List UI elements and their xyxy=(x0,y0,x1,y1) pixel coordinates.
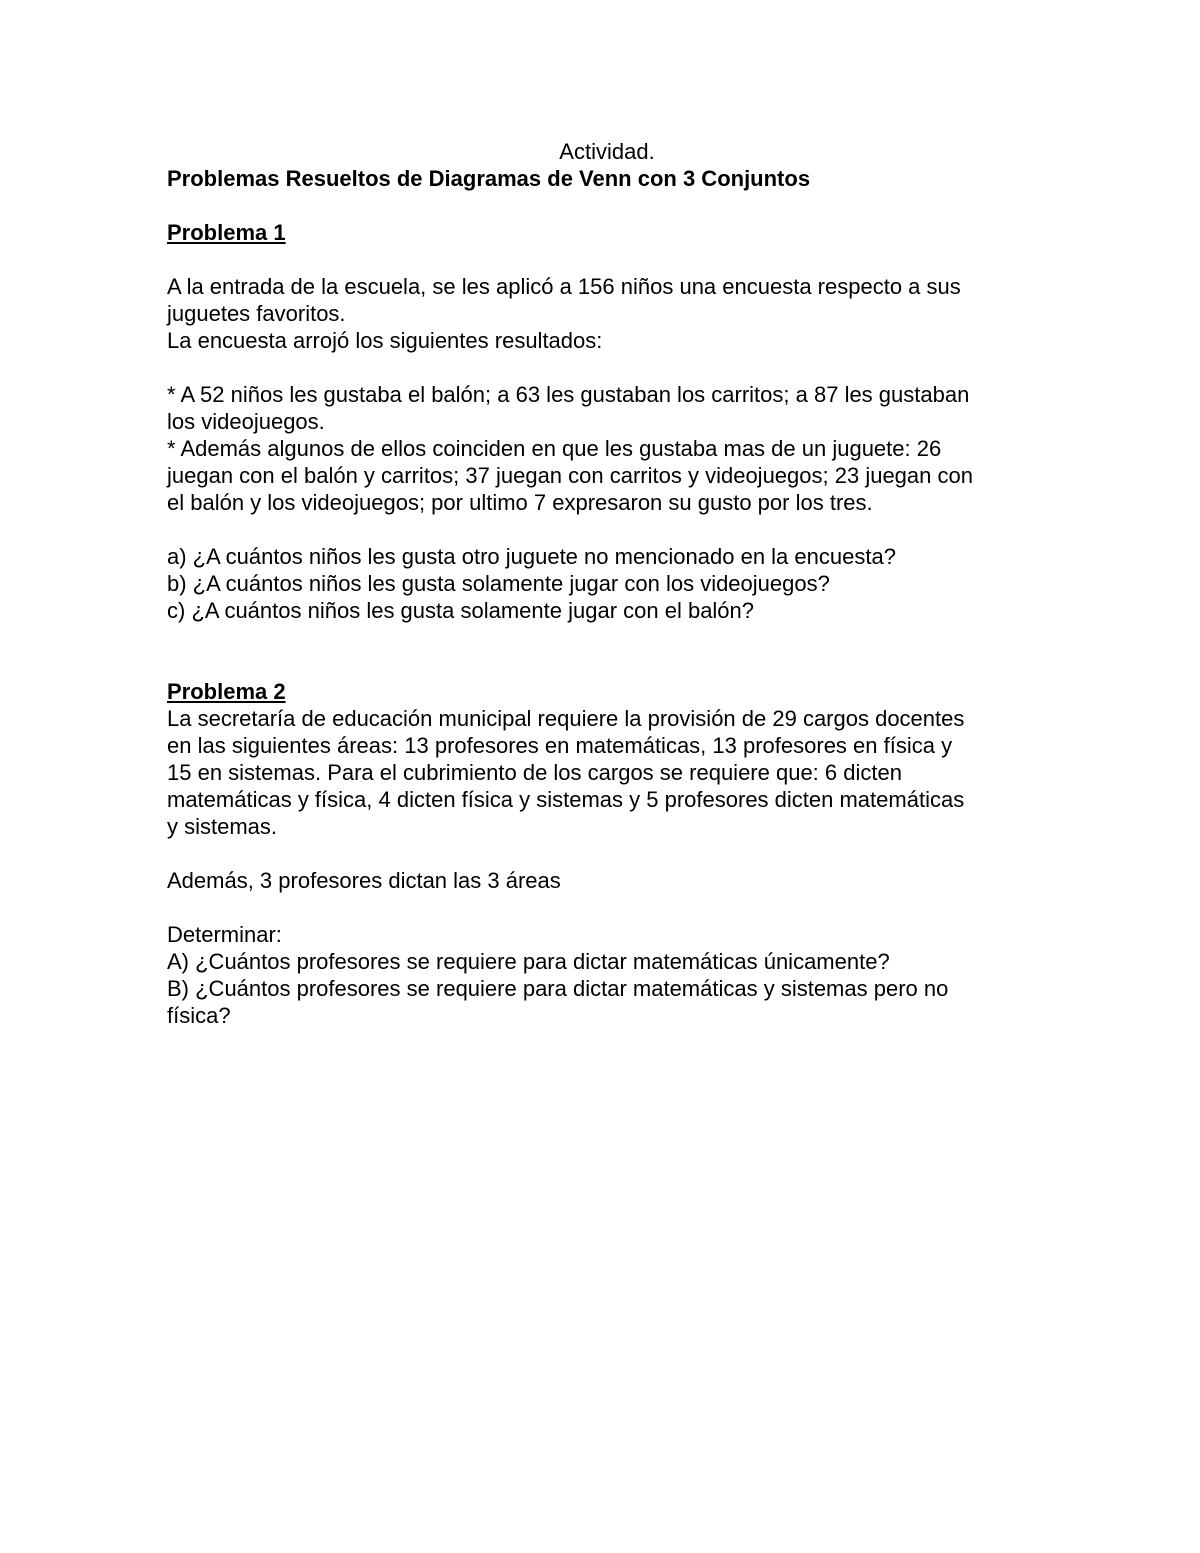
problem1-results xyxy=(167,381,1047,516)
question-B-continued: física? xyxy=(167,1003,231,1028)
question-B: B) ¿Cuántos profesores se requiere para dictar matemáticas y sistemas pero no xyxy=(167,976,949,1001)
paragraph-line: A la entrada de la escuela, se les aplicó a 156 niños una encuesta respecto a sus xyxy=(167,274,961,299)
spacer xyxy=(167,354,1047,381)
spacer xyxy=(167,840,1047,867)
paragraph-line: * A 52 niños les gustaba el balón; a 63 les gustaban los carritos; a 87 les gustaban xyxy=(167,382,970,407)
paragraph-line: los videojuegos. xyxy=(167,409,325,434)
problem2-body xyxy=(167,705,1047,840)
problem2-extra: Además, 3 profesores dictan las 3 áreas xyxy=(167,868,561,893)
problem2-questions xyxy=(167,948,1047,1029)
paragraph-line: juguetes favoritos. xyxy=(167,301,346,326)
document-content xyxy=(167,138,1047,1029)
question-a: a) ¿A cuántos niños les gusta otro juguete no mencionado en la encuesta? xyxy=(167,544,896,569)
document-title: Problemas Resueltos de Diagramas de Venn con 3 Conjuntos xyxy=(167,166,811,191)
paragraph-line: matemáticas y física, 4 dicten física y sistemas y 5 profesores dicten matemáticas xyxy=(167,787,965,812)
problem1-questions xyxy=(167,543,1047,624)
paragraph-line: 15 en sistemas. Para el cubrimiento de los cargos se requiere que: 6 dicten xyxy=(167,760,902,785)
paragraph-line: y sistemas. xyxy=(167,814,278,839)
paragraph-line: La encuesta arrojó los siguientes resultados: xyxy=(167,328,603,353)
question-c: c) ¿A cuántos niños les gusta solamente jugar con el balón? xyxy=(167,598,755,623)
spacer xyxy=(167,192,1047,219)
spacer xyxy=(167,894,1047,921)
problem2-heading: Problema 2 xyxy=(167,679,286,704)
spacer xyxy=(167,624,1047,678)
activity-label: Actividad. xyxy=(559,139,655,164)
spacer xyxy=(167,246,1047,273)
problem1-heading: Problema 1 xyxy=(167,220,286,245)
problem1-intro xyxy=(167,273,1047,354)
paragraph-line: el balón y los videojuegos; por ultimo 7 expresaron su gusto por los tres. xyxy=(167,490,873,515)
paragraph-line: en las siguientes áreas: 13 profesores en matemáticas, 13 profesores en física y xyxy=(167,733,953,758)
question-A: A) ¿Cuántos profesores se requiere para dictar matemáticas únicamente? xyxy=(167,949,890,974)
question-b: b) ¿A cuántos niños les gusta solamente jugar con los videojuegos? xyxy=(167,571,830,596)
paragraph-line: * Además algunos de ellos coinciden en que les gustaba mas de un juguete: 26 xyxy=(167,436,942,461)
spacer xyxy=(167,516,1047,543)
paragraph-line: juegan con el balón y carritos; 37 juegan con carritos y videojuegos; 23 juegan con xyxy=(167,463,973,488)
paragraph-line: La secretaría de educación municipal requiere la provisión de 29 cargos docentes xyxy=(167,706,965,731)
determine-label: Determinar: xyxy=(167,922,282,947)
